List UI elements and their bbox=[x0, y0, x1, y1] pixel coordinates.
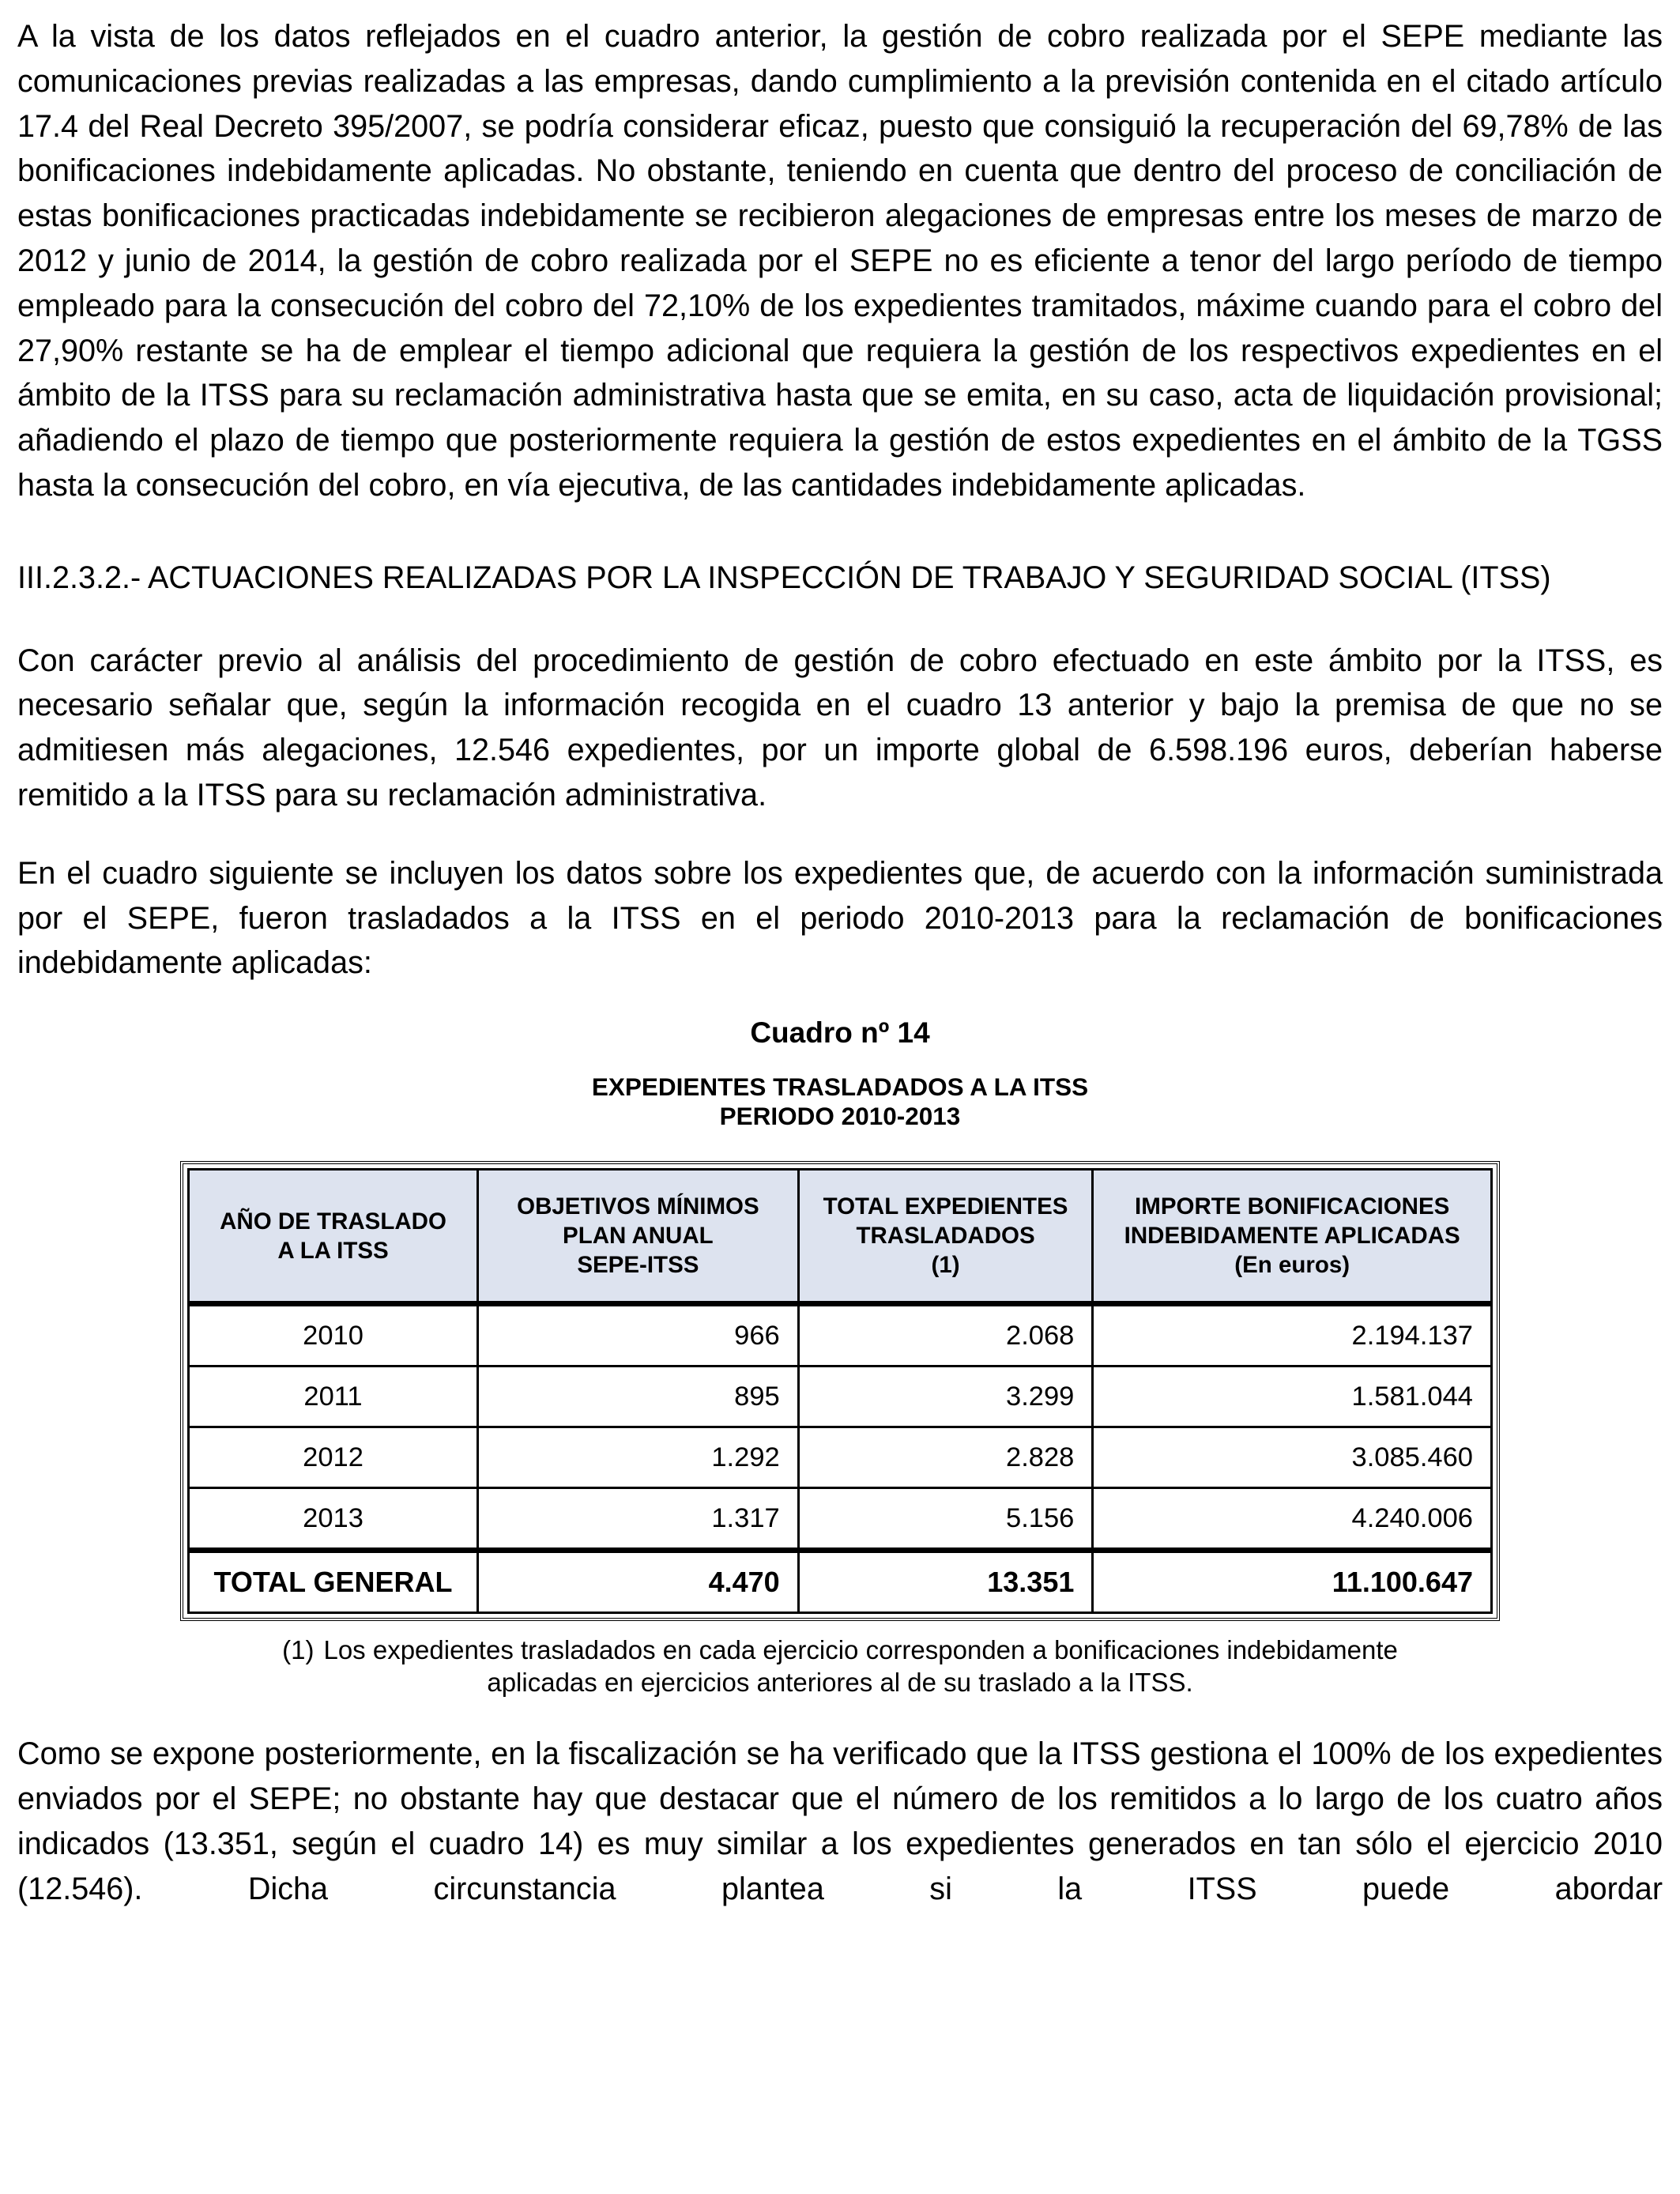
section-heading: III.2.3.2.- ACTUACIONES REALIZADAS POR LA INSPECCIÓN DE TRABAJO Y SEGURIDAD SOCIAL (ITSS) bbox=[17, 560, 1551, 595]
paragraph-cuadro-siguiente: En el cuadro siguiente se incluyen los datos sobre los expedientes que, de acuerdo con la información suministrada por el SEPE, fueron trasladados a la ITSS en el periodo 2010-2013 para la reclamación de bonificaciones indebidamente aplicadas: bbox=[17, 855, 1663, 981]
cell-objetivos: 966 bbox=[478, 1304, 799, 1367]
table-title bbox=[17, 1072, 1663, 1131]
cell-total: 5.156 bbox=[798, 1488, 1093, 1551]
paragraph-gestion-cobro-sepe: A la vista de los datos reflejados en el cuadro anterior, la gestión de cobro realizada por el SEPE mediante las comunicaciones previas realizadas a las empresas, dando cumplimiento a la previsión contenida en el citado artículo 17.4 del Real Decreto 395/2007, se podría considerar eficaz, puesto que consiguió la recuperación del 69,78% de las bonificaciones indebidamente aplicadas. No obstante, teniendo en cuenta que dentro del proceso de conciliación de estas bonificaciones practicadas indebidamente se recibieron alegaciones de empresas entre los meses de marzo de 2012 y junio de 2014, la gestión de cobro realizada por el SEPE no es eficiente a tenor del largo período de tiempo empleado para la consecución del cobro del 72,10% de los expedientes tramitados, máxime cuando para el cobro del 27,90% restante se ha de emplear el tiempo adicional que requiera la gestión de los respectivos expedientes en el ámbito de la ITSS para su reclamación administrativa hasta que se emita, en su caso, acta de liquidación provisional; añadiendo el plazo de tiempo que posteriormente requiera la gestión de estos expedientes en el ámbito de la TGSS hasta la consecución del cobro, en vía ejecutiva, de las cantidades indebidamente aplicadas. bbox=[17, 19, 1663, 503]
cell-total: 2.068 bbox=[798, 1304, 1093, 1367]
table-row bbox=[189, 1304, 1492, 1367]
header-total-expedientes bbox=[798, 1170, 1093, 1304]
header-importe-bonificaciones bbox=[1093, 1170, 1492, 1304]
header-text: (1) bbox=[931, 1252, 960, 1279]
footnote-text-1: Los expedientes trasladados en cada ejercicio corresponden a bonificaciones indebidamente bbox=[323, 1635, 1398, 1665]
cell-total: 2.828 bbox=[798, 1427, 1093, 1488]
table-footnote bbox=[17, 1634, 1663, 1698]
expedientes-table bbox=[187, 1168, 1493, 1614]
header-text: A LA ITSS bbox=[277, 1237, 389, 1264]
cell-year: 2012 bbox=[189, 1427, 478, 1488]
table-row bbox=[189, 1367, 1492, 1427]
header-text: OBJETIVOS MÍNIMOS bbox=[517, 1193, 759, 1220]
table-row bbox=[189, 1427, 1492, 1488]
cell-year: 2010 bbox=[189, 1304, 478, 1367]
footnote-mark: (1) bbox=[282, 1635, 315, 1665]
header-text: PLAN ANUAL bbox=[563, 1223, 714, 1250]
header-text: TOTAL EXPEDIENTES bbox=[823, 1193, 1068, 1220]
cell-importe: 2.194.137 bbox=[1093, 1304, 1492, 1367]
cell-year: 2013 bbox=[189, 1488, 478, 1551]
paragraph-fiscalizacion: Como se expone posteriormente, en la fiscalización se ha verificado que la ITSS gestiona el 100% de los expedientes enviados por el SEPE; no obstante hay que destacar que el número de los remitidos a lo largo de los cuatro años indicados (13.351, según el cuadro 14) es muy similar a los expedientes generados en tan sólo el ejercicio 2010 (12.546). Dicha circunstancia plantea si la ITSS puede abordar bbox=[17, 1736, 1663, 1906]
cell-importe: 1.581.044 bbox=[1093, 1367, 1492, 1427]
cell-importe: 4.240.006 bbox=[1093, 1488, 1492, 1551]
cell-importe: 3.085.460 bbox=[1093, 1427, 1492, 1488]
cell-year: 2011 bbox=[189, 1367, 478, 1427]
cell-total: 3.299 bbox=[798, 1367, 1093, 1427]
paragraph-caracter-previo: Con carácter previo al análisis del procedimiento de gestión de cobro efectuado en este ámbito por la ITSS, es necesario señalar que, según la información recogida en el cuadro 13 anterior y bajo la premisa de que no se admitiesen más alegaciones, 12.546 expedientes, por un importe global de 6.598.196 euros, deberían haberse remitido a la ITSS para su reclamación administrativa. bbox=[17, 643, 1663, 812]
cell-objetivos: 1.317 bbox=[478, 1488, 799, 1551]
cell-total-label: TOTAL GENERAL bbox=[189, 1551, 478, 1613]
header-text: (En euros) bbox=[1234, 1252, 1350, 1279]
cell-objetivos: 1.292 bbox=[478, 1427, 799, 1488]
cell-total-expedientes: 13.351 bbox=[798, 1551, 1093, 1613]
table-frame bbox=[180, 1161, 1500, 1621]
header-ano-traslado bbox=[189, 1170, 478, 1304]
footnote-line-1 bbox=[17, 1634, 1663, 1666]
table-total-row bbox=[189, 1551, 1492, 1613]
table-title-line-2: PERIODO 2010-2013 bbox=[719, 1102, 961, 1131]
header-text: AÑO DE TRASLADO bbox=[220, 1208, 446, 1235]
table-header-row bbox=[189, 1170, 1492, 1304]
cell-total-importe: 11.100.647 bbox=[1093, 1551, 1492, 1613]
cell-total-objetivos: 4.470 bbox=[478, 1551, 799, 1613]
document-page bbox=[17, 14, 1663, 1911]
header-text: IMPORTE BONIFICACIONES bbox=[1135, 1193, 1450, 1220]
table-row bbox=[189, 1488, 1492, 1551]
cuadro-label: Cuadro nº 14 bbox=[750, 1016, 930, 1050]
header-text: TRASLADADOS bbox=[856, 1223, 1035, 1250]
table-title-line-1: EXPEDIENTES TRASLADADOS A LA ITSS bbox=[591, 1072, 1089, 1102]
header-objetivos-minimos bbox=[478, 1170, 799, 1304]
footnote-line-2: aplicadas en ejercicios anteriores al de su traslado a la ITSS. bbox=[487, 1668, 1193, 1698]
cell-objetivos: 895 bbox=[478, 1367, 799, 1427]
header-text: SEPE-ITSS bbox=[577, 1252, 699, 1279]
header-text: INDEBIDAMENTE APLICADAS bbox=[1124, 1223, 1460, 1250]
